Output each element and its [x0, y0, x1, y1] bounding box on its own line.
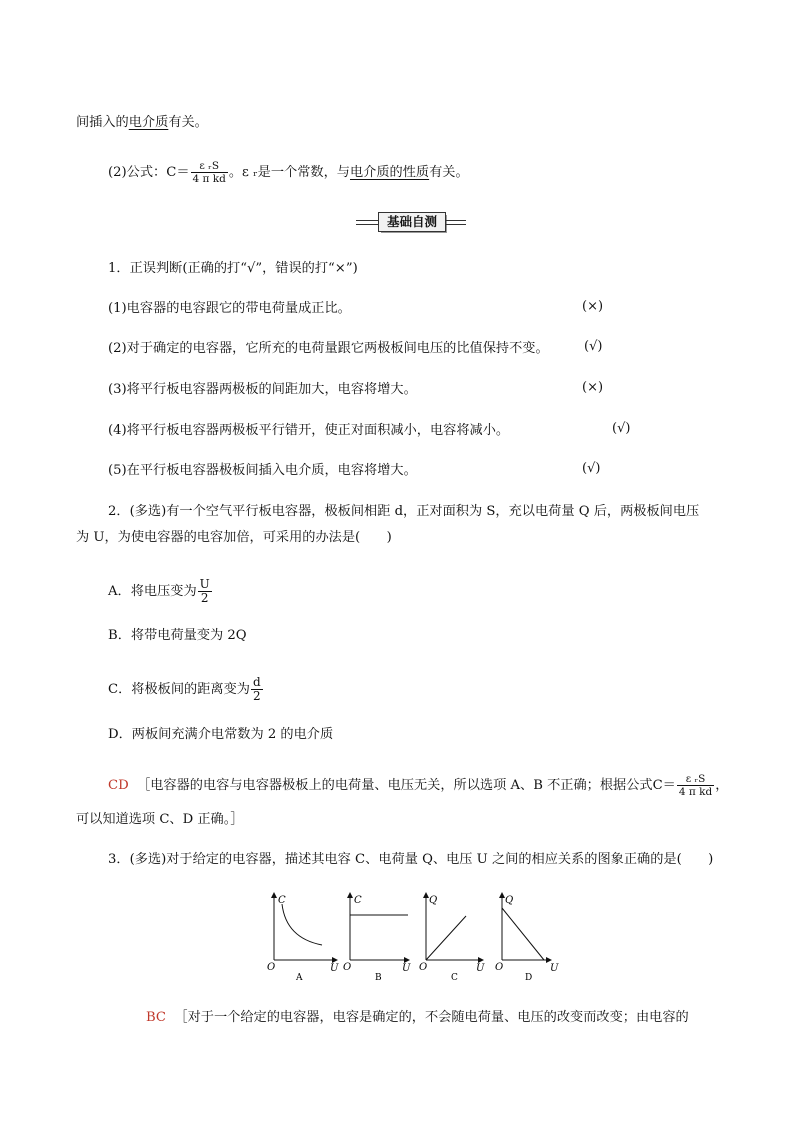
- origin-label: O: [343, 962, 352, 973]
- graph-a: [266, 890, 346, 983]
- graph-caption: A: [296, 973, 303, 983]
- proportional-line: [426, 916, 466, 960]
- paragraph-dielectric: [76, 113, 208, 133]
- q2-option-a: [108, 578, 213, 605]
- graph-d-svg: [494, 890, 574, 983]
- x-label: U: [550, 963, 559, 974]
- q1-item-2: (2)对于确定的电容器，它所充的电荷量跟它两极板间电压的比值保持不变。: [108, 341, 549, 356]
- text: 间插入的: [76, 115, 129, 130]
- x-label: U: [330, 963, 339, 974]
- banner-left-bar: [356, 220, 378, 225]
- question-3-stem: 3．(多选)对于给定的电容器，描述其电容 C、电荷量 Q、电压 U 之间的相应关系的图象正确的是( ): [108, 852, 714, 867]
- graph-caption: C: [451, 973, 458, 983]
- text: ［对于一个给定的电容器，电容是确定的，不会随电荷量、电压的改变而改变；由电容的: [174, 1010, 689, 1025]
- y-label: C: [278, 895, 286, 906]
- answer-2-line-1: [108, 773, 728, 798]
- answer-3-key: BC: [146, 1010, 167, 1025]
- graph-b-svg: [342, 890, 422, 983]
- y-label: C: [354, 895, 362, 906]
- banner-title: 基础自测: [378, 212, 446, 232]
- y-arrow-icon: [347, 892, 353, 898]
- underlined-term: 电介质的性质: [349, 165, 430, 180]
- text: ，: [715, 778, 729, 793]
- fraction-denominator: 2: [200, 591, 209, 605]
- q2-option-b: B．将带电荷量变为 2Q: [108, 628, 247, 643]
- banner-right-bar: [445, 220, 466, 225]
- graph-caption: B: [375, 973, 382, 983]
- answer-2-line-2: 可以知道选项 C、D 正确。］: [76, 812, 244, 827]
- q1-item-2-mark: (√): [584, 339, 603, 354]
- capacitance-fraction: [191, 160, 228, 185]
- question-1-stem: 1．正误判断(正确的打“√”，错误的打“×”): [108, 261, 358, 276]
- question-2-stem-line-1: 2．(多选)有一个空气平行板电容器，极板间相距 d，正对面积为 S，充以电荷量 Q 后，两极板间电压: [108, 504, 700, 519]
- text: ［电容器的电容与电容器极板上的电荷量、电压无关，所以选项 A、B 不正确；根据公式C＝: [137, 778, 676, 793]
- q2-option-d: D．两板间充满介电常数为 2 的电介质: [108, 727, 334, 742]
- text: C．将极板间的距离变为: [108, 682, 250, 697]
- q1-item-4: (4)将平行板电容器两极板平行错开，使正对面积减小，电容将减小。: [108, 423, 510, 438]
- graph-d: [494, 890, 574, 983]
- q2-option-c: [108, 676, 264, 703]
- fraction-numerator: d: [252, 675, 261, 689]
- text: 有关。: [429, 165, 469, 180]
- section-banner: [356, 212, 466, 232]
- graph-c-svg: [418, 890, 498, 983]
- fraction-numerator: U: [199, 577, 210, 591]
- x-label: U: [476, 963, 485, 974]
- text: (2)公式：C＝: [108, 165, 190, 180]
- y-label: Q: [505, 895, 514, 906]
- answer-2-fraction: [677, 773, 714, 798]
- paragraph-formula: [108, 160, 469, 185]
- fraction-denominator: 4 π kd: [678, 786, 713, 798]
- q1-item-5: (5)在平行板电容器极板间插入电介质，电容将增大。: [108, 463, 417, 478]
- graph-caption: D: [525, 973, 533, 983]
- q1-item-3-mark: (×): [582, 380, 604, 395]
- fraction-numerator: ε ᵣS: [677, 773, 714, 786]
- curve: [282, 904, 322, 945]
- q1-item-1: (1)电容器的电容跟它的带电荷量成正比。: [108, 301, 351, 316]
- origin-label: O: [267, 962, 276, 973]
- graph-c: [418, 890, 498, 983]
- fraction-numerator: ε ᵣS: [191, 160, 228, 173]
- graph-a-svg: [266, 890, 346, 983]
- origin-label: O: [419, 962, 428, 973]
- answer-3-line-1: [146, 1008, 689, 1028]
- fraction-denominator: 4 π kd: [192, 173, 226, 185]
- option-c-fraction: [251, 676, 263, 703]
- y-arrow-icon: [271, 892, 277, 898]
- x-label: U: [402, 963, 411, 974]
- fraction-denominator: 2: [252, 689, 261, 703]
- origin-label: O: [495, 962, 504, 973]
- answer-2-key: CD: [108, 778, 129, 793]
- question-2-stem-line-2: 为 U，为使电容器的电容加倍，可采用的办法是( ): [76, 530, 392, 545]
- q1-item-4-mark: (√): [612, 421, 631, 436]
- text: 。ε ᵣ是一个常数，与: [228, 165, 350, 180]
- q1-item-1-mark: (×): [582, 299, 604, 314]
- text: 有关。: [168, 115, 208, 130]
- option-a-fraction: [198, 578, 212, 605]
- decreasing-line: [502, 908, 544, 960]
- y-label: Q: [429, 895, 438, 906]
- underlined-term: 电介质: [128, 115, 169, 130]
- graph-b: [342, 890, 422, 983]
- q1-item-3: (3)将平行板电容器两极板的间距加大，电容将增大。: [108, 382, 417, 397]
- q1-item-5-mark: (√): [582, 461, 601, 476]
- text: A．将电压变为: [108, 584, 197, 599]
